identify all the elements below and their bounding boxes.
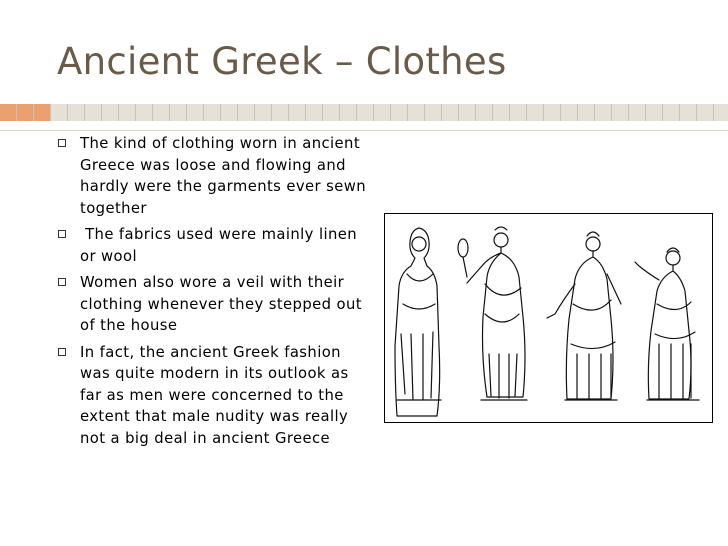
bullet-list — [58, 133, 368, 454]
accent-square — [272, 104, 289, 121]
figure-woman-gesturing — [635, 248, 699, 400]
accent-square — [153, 104, 170, 121]
accent-square — [629, 104, 646, 121]
accent-square — [510, 104, 527, 121]
accent-square — [255, 104, 272, 121]
accent-square — [238, 104, 255, 121]
accent-square — [374, 104, 391, 121]
accent-square — [204, 104, 221, 121]
accent-square — [527, 104, 544, 121]
accent-square — [187, 104, 204, 121]
accent-square — [323, 104, 340, 121]
greek-clothing-illustration — [384, 213, 713, 423]
accent-square — [493, 104, 510, 121]
accent-square — [68, 104, 85, 121]
accent-square — [680, 104, 697, 121]
bullet-text: The kind of clothing worn in ancient Greece was loose and flowing and hardly were the garments ever sewn together — [80, 135, 367, 217]
accent-square — [697, 104, 714, 121]
bullet-text: The fabrics used were mainly linen or wool — [80, 226, 363, 265]
accent-square — [136, 104, 153, 121]
accent-square — [119, 104, 136, 121]
accent-square — [34, 104, 51, 121]
square-bullet-icon — [58, 139, 66, 147]
accent-square — [85, 104, 102, 121]
list-item — [58, 342, 368, 450]
slide-title: Ancient Greek – Clothes — [57, 40, 507, 83]
accent-square — [544, 104, 561, 121]
accent-square — [102, 104, 119, 121]
bullet-text: Women also wore a veil with their clothing whenever they stepped out of the house — [80, 274, 362, 334]
title-divider — [0, 104, 728, 121]
accent-square — [561, 104, 578, 121]
square-bullet-icon — [58, 278, 66, 286]
accent-square — [221, 104, 238, 121]
divider-line — [0, 130, 728, 131]
accent-square — [391, 104, 408, 121]
square-bullet-icon — [58, 348, 66, 356]
accent-square — [170, 104, 187, 121]
accent-square — [595, 104, 612, 121]
accent-square — [408, 104, 425, 121]
list-item — [58, 224, 368, 267]
list-item — [58, 272, 368, 337]
figure-woman-pointing — [547, 232, 621, 400]
accent-square — [0, 104, 17, 121]
accent-square — [17, 104, 34, 121]
accent-square — [425, 104, 442, 121]
greek-women-drawing — [385, 214, 712, 422]
accent-square — [578, 104, 595, 121]
accent-square — [340, 104, 357, 121]
accent-square — [612, 104, 629, 121]
accent-square — [459, 104, 476, 121]
accent-square — [646, 104, 663, 121]
accent-square — [714, 104, 728, 121]
figure-veiled-woman — [395, 228, 441, 416]
bullet-text: In fact, the ancient Greek fashion was quite modern in its outlook as far as men were concerned to the extent that male nudity was really not a big deal in ancient Greece — [80, 343, 349, 447]
square-bullet-icon — [58, 230, 66, 238]
accent-square — [357, 104, 374, 121]
figure-woman-with-mirror — [458, 227, 527, 400]
accent-square — [306, 104, 323, 121]
accent-square — [289, 104, 306, 121]
accent-square — [476, 104, 493, 121]
list-item — [58, 133, 368, 219]
accent-square — [442, 104, 459, 121]
accent-square — [51, 104, 68, 121]
accent-square — [663, 104, 680, 121]
